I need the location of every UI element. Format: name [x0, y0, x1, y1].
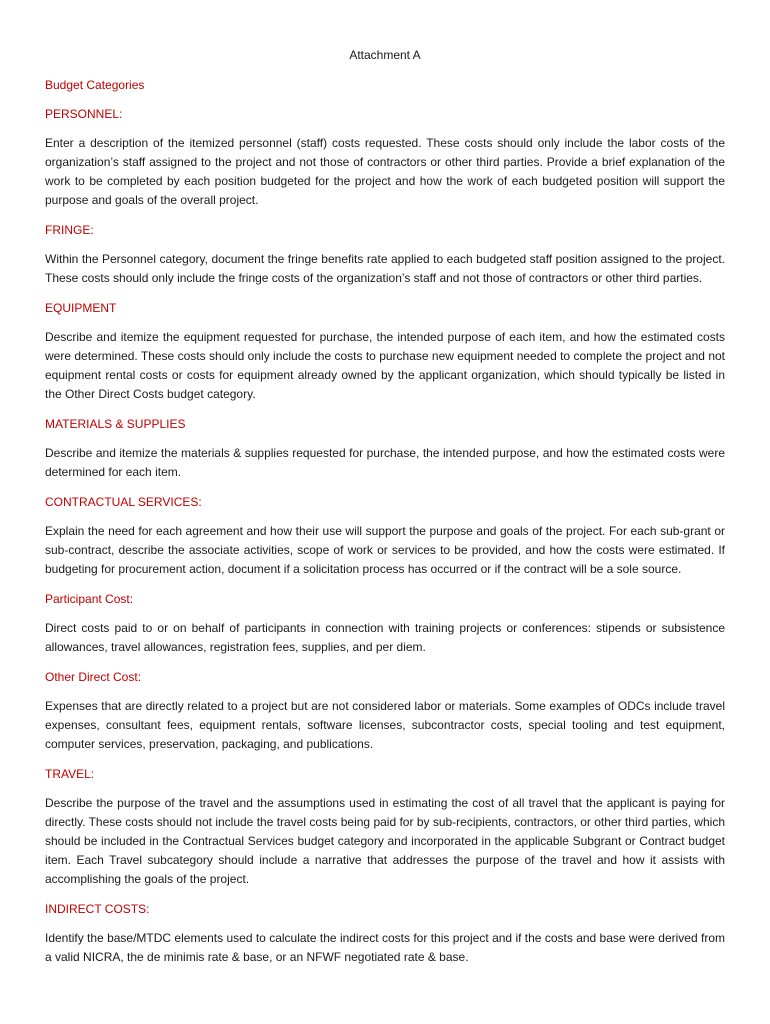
contractual-services-description: Explain the need for each agreement and how their use will support the purpose and goals of the project. For each sub-grant or sub-contract, describe the associate activities, scope of work or services to be provided, and how the costs were estimated. If budgeting for procurement action, document if a solicitation process has occurred or if the contract will be a sole source. — [45, 524, 725, 576]
travel-heading: TRAVEL: — [45, 767, 95, 781]
other-direct-cost-description: Expenses that are directly related to a project but are not considered labor or materials. Some examples of ODCs include travel expenses, consultant fees, equipment rentals, software licenses, subcontractor costs, special tooling and test equipment, computer services, preservation, packaging, and publications. — [45, 699, 725, 751]
personnel-heading: PERSONNEL: — [45, 107, 123, 121]
other-direct-cost-heading: Other Direct Cost: — [45, 670, 142, 684]
equipment-description: Describe and itemize the equipment requested for purchase, the intended purpose of each item, and how the estimated costs were determined. These costs should only include the costs to purchase new equipment needed to complete the project and not equipment rental costs or costs for equipment already owned by the applicant organization, which should typically be listed in the Other Direct Costs budget category. — [45, 330, 725, 401]
personnel-description: Enter a description of the itemized personnel (staff) costs requested. These costs should only include the labor costs of the organization’s staff assigned to the project and not those of contractors or other third parties. Provide a brief explanation of the work to be completed by each position budgeted for the project and how the work of each budgeted position will support the purpose and goals of the overall project. — [45, 136, 725, 207]
travel-description: Describe the purpose of the travel and the assumptions used in estimating the cost of all travel that the applicant is paying for directly. These costs should not include the travel costs being paid for by sub-recipients, contractors, or other third parties, which should be included in the Contractual Services budget category and incorporated in the applicable Subgrant or Contract budget item. Each Travel subcategory should include a narrative that addresses the purpose of the travel and how it assists with accomplishing the goals of the project. — [45, 796, 725, 886]
document-title: Attachment A — [349, 48, 421, 62]
participant-cost-heading: Participant Cost: — [45, 592, 134, 606]
fringe-heading: FRINGE: — [45, 223, 94, 237]
materials-supplies-heading: MATERIALS & SUPPLIES — [45, 417, 186, 431]
indirect-costs-description: Identify the base/MTDC elements used to calculate the indirect costs for this project and if the costs and base were derived from a valid NICRA, the de minimis rate & base, or an NFWF negotiated rate & base. — [45, 931, 725, 964]
fringe-description: Within the Personnel category, document the fringe benefits rate applied to each budgeted staff position assigned to the project. These costs should only include the fringe costs of the organization’s staff and not those of contractors or other third parties. — [45, 252, 725, 285]
budget-categories-heading: Budget Categories — [45, 78, 145, 92]
indirect-costs-heading: INDIRECT COSTS: — [45, 902, 150, 916]
contractual-services-heading: CONTRACTUAL SERVICES: — [45, 495, 202, 509]
equipment-heading: EQUIPMENT — [45, 301, 117, 315]
materials-supplies-description: Describe and itemize the materials & supplies requested for purchase, the intended purpose, and how the estimated costs were determined for each item. — [45, 446, 725, 479]
participant-cost-description: Direct costs paid to or on behalf of participants in connection with training projects or conferences: stipends or subsistence allowances, travel allowances, registration fees, supplies, and per diem. — [45, 621, 725, 654]
